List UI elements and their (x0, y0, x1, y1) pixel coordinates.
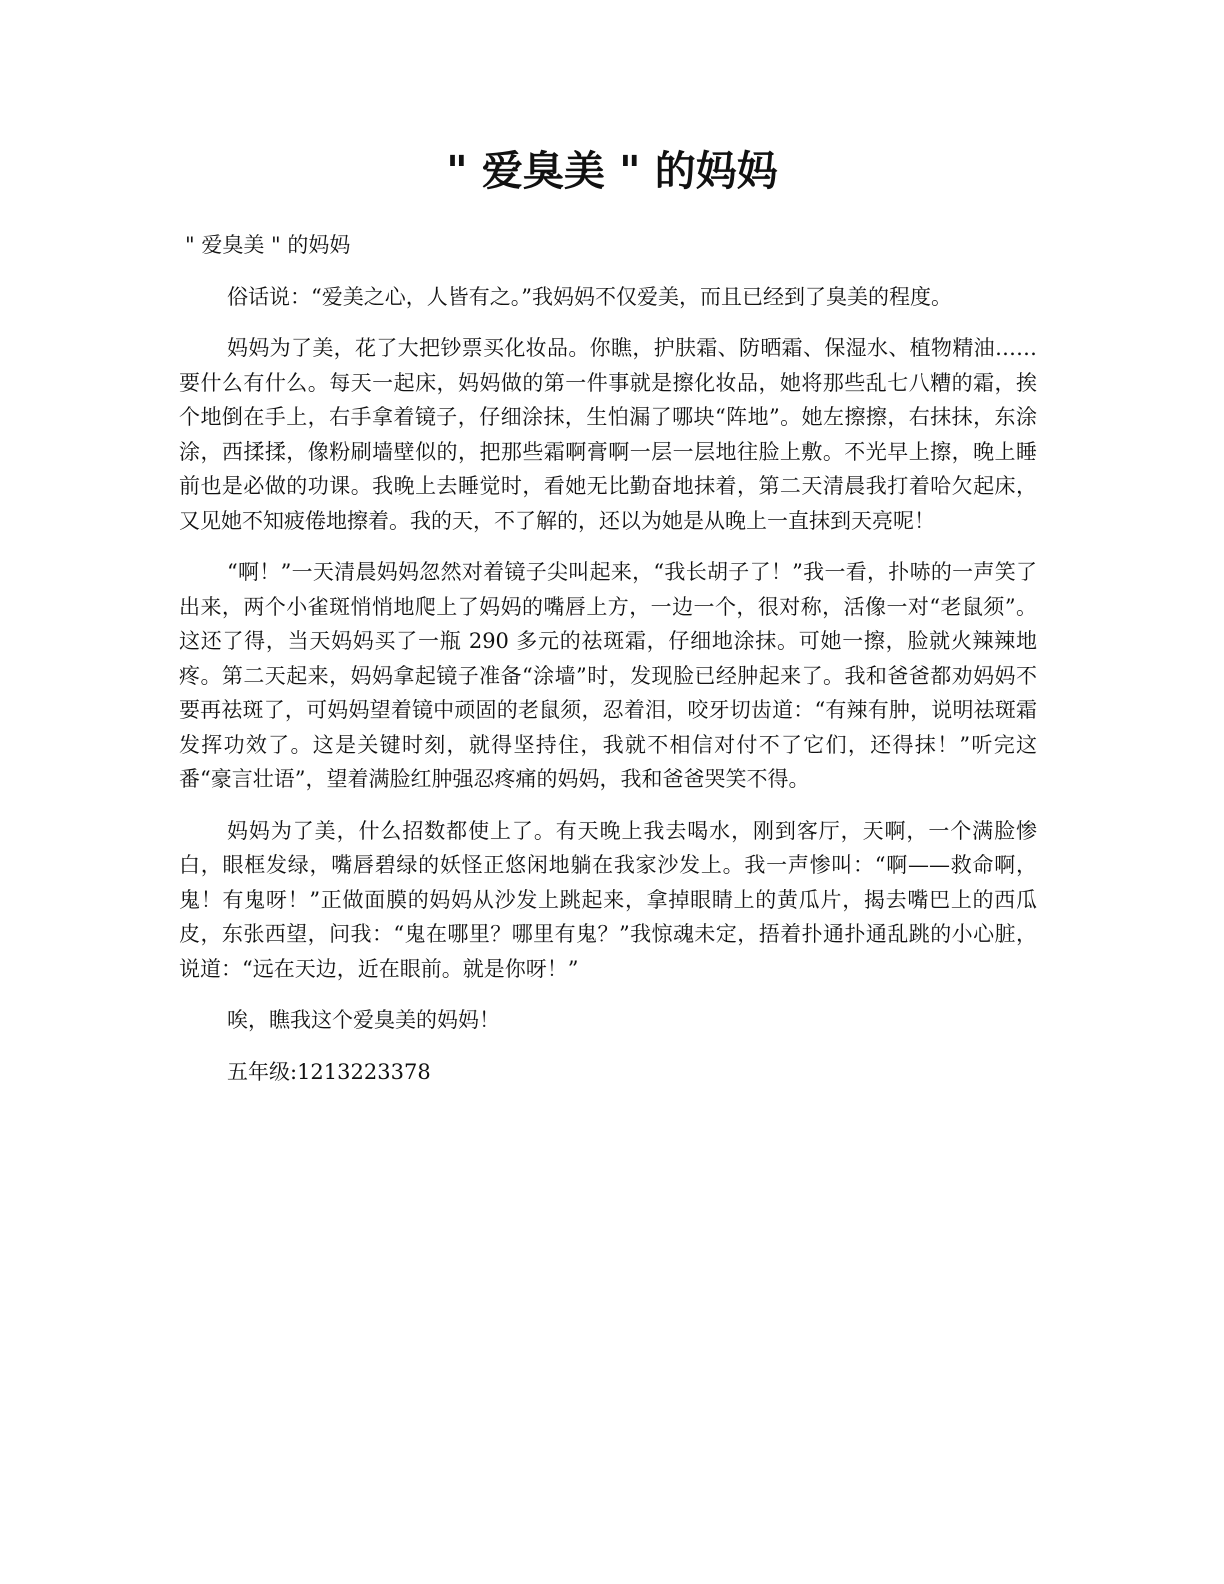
document-subtitle: " 爱臭美 " 的妈妈 (185, 233, 351, 257)
paragraph-5: 唉，瞧我这个爱臭美的妈妈！ (227, 1008, 500, 1032)
paragraph-2: 妈妈为了美，花了大把钞票买化妆品。你瞧，护肤霜、防晒霜、保湿水、植物精油……要什么有什么。每天一起床，妈妈做的第一件事就是擦化妆品，她将那些乱七八糟的霜，挨个地倒在手上，右手拿着镜子，仔细涂抹，生怕漏了哪块“阵地”。她左擦擦，右抹抹，东涂涂，西揉揉，像粉刷墙壁似的，把那些霜啊膏啊一层一层地往脸上敷。不光早上擦，晚上睡前也是必做的功课。我晚上去睡觉时，看她无比勤奋地抹着，第二天清晨我打着哈欠起床，又见她不知疲倦地擦着。我的天，不了解的，还以为她是从晚上一直抹到天亮呢！ (179, 336, 1037, 533)
paragraph-1: 俗话说：“爱美之心，人皆有之。”我妈妈不仅爱美，而且已经到了臭美的程度。 (227, 284, 952, 309)
paragraph-3: “啊！”一天清晨妈妈忽然对着镜子尖叫起来，“我长胡子了！”我一看，扑哧的一声笑了出来，两个小雀斑悄悄地爬上了妈妈的嘴唇上方，一边一个，很对称，活像一对“老鼠须”。这还了得，当天妈妈买了一瓶 290 多元的祛斑霜，仔细地涂抹。可她一擦，脸就火辣辣地疼。第二天起来，妈妈拿起镜子准备“涂墙”时，发现脸已经肿起来了。我和爸爸都劝妈妈不要再祛斑了，可妈妈望着镜中顽固的老鼠须，忍着泪，咬牙切齿道：“有辣有肿，说明祛斑霜发挥功效了。这是关键时刻，就得坚持住，我就不相信对付不了它们，还得抹！”听完这番“豪言壮语”，望着满脸红肿强忍疼痛的妈妈，我和爸爸哭笑不得。 (179, 560, 1037, 791)
grade-line: 五年级:1213223378 (227, 1059, 431, 1084)
document-body (179, 228, 1037, 1106)
paragraph-4: 妈妈为了美，什么招数都使上了。有天晚上我去喝水，刚到客厅，天啊，一个满脸惨白，眼框发绿，嘴唇碧绿的妖怪正悠闲地躺在我家沙发上。我一声惨叫：“啊——救命啊，鬼！有鬼呀！”正做面膜的妈妈从沙发上跳起来，拿掉眼睛上的黄瓜片，揭去嘴巴上的西瓜皮，东张西望，问我：“鬼在哪里？哪里有鬼？”我惊魂未定，捂着扑通扑通乱跳的小心脏，说道：“远在天边，近在眼前。就是你呀！” (179, 818, 1037, 981)
document-title: " 爱臭美 " 的妈妈 (446, 147, 778, 195)
